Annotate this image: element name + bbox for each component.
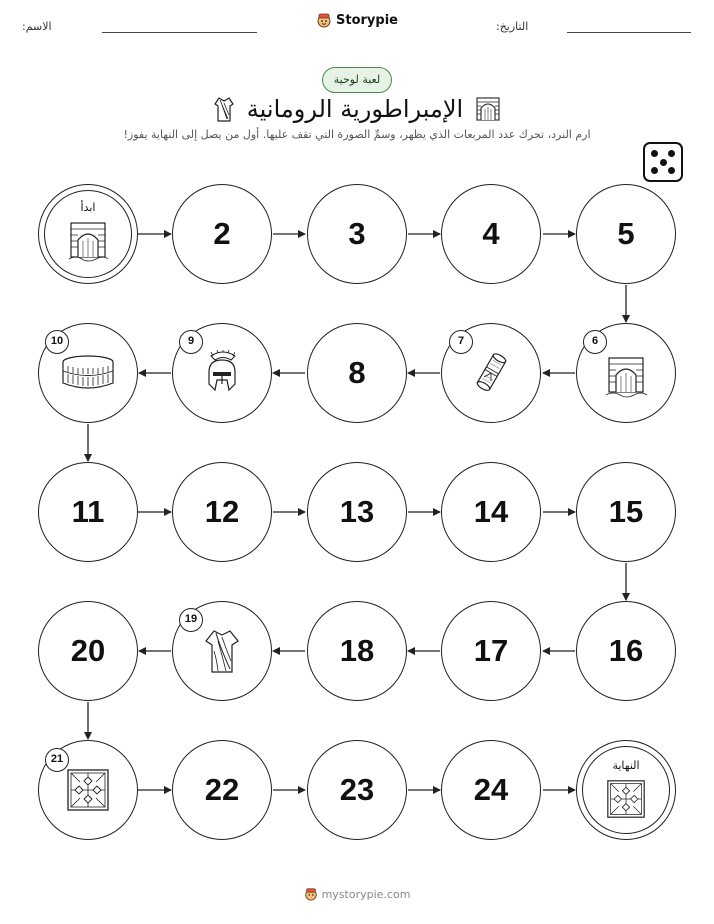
instructions: ارم النرد، تحرك عدد المربعات الذي يظهر، وسمِّ الصورة التي تقف عليها. أول من يصل إلى النهاية يفوز! <box>123 128 591 141</box>
cell-number: 15 <box>608 494 644 529</box>
cell-number-badge: 6 <box>583 330 607 354</box>
cell-number: 17 <box>473 633 509 668</box>
cell-number-badge: 10 <box>45 330 69 354</box>
cell-number: 24 <box>473 772 509 807</box>
game-type-badge: لعبة لوحية <box>322 67 392 93</box>
cell-number: 22 <box>204 772 240 807</box>
board-cell-start <box>38 184 138 284</box>
name-label: الاسم: <box>22 20 52 33</box>
cell-number: 8 <box>348 355 366 390</box>
cell-number: 14 <box>473 494 509 529</box>
cell-number: 2 <box>213 216 231 251</box>
board-cell-3 <box>307 184 407 284</box>
board-cell-16 <box>576 601 676 701</box>
board-cell-15 <box>576 462 676 562</box>
cell-number: 5 <box>617 216 635 251</box>
board-cell-8 <box>307 323 407 423</box>
mosaic-icon <box>606 779 646 819</box>
storypie-mascot-icon <box>304 887 318 901</box>
scroll-icon <box>471 350 511 396</box>
board-cell-2 <box>172 184 272 284</box>
board-cell-14 <box>441 462 541 562</box>
board-cell-18 <box>307 601 407 701</box>
date-label: التاريخ: <box>496 20 529 33</box>
board-cell-11 <box>38 462 138 562</box>
board-cell-22 <box>172 740 272 840</box>
cell-number-badge: 7 <box>449 330 473 354</box>
cell-number: 11 <box>71 494 105 529</box>
footer-link[interactable]: mystorypie.com <box>321 887 411 901</box>
cell-number: 4 <box>482 216 500 251</box>
board-cell-12 <box>172 462 272 562</box>
board-cell-23 <box>307 740 407 840</box>
board-cell-17 <box>441 601 541 701</box>
brand-name: Storypie <box>336 12 398 28</box>
cell-number-badge: 19 <box>179 608 203 632</box>
board-cell-4 <box>441 184 541 284</box>
colosseum-icon <box>60 353 116 393</box>
cell-number: 13 <box>339 494 375 529</box>
footer <box>0 886 714 905</box>
board-cell-24 <box>441 740 541 840</box>
end-label: النهاية <box>612 759 640 772</box>
board-cell-5 <box>576 184 676 284</box>
cell-number: 23 <box>339 772 375 807</box>
mosaic-icon <box>66 768 110 812</box>
page-title: الإمبراطورية الرومانية <box>246 95 464 123</box>
cell-number: 20 <box>70 633 106 668</box>
cell-number-badge: 9 <box>179 330 203 354</box>
cell-number: 16 <box>608 633 644 668</box>
cell-number-badge: 21 <box>45 748 69 772</box>
cell-number: 3 <box>348 216 366 251</box>
aqueduct-icon <box>605 356 647 400</box>
start-label: ابدأ <box>80 201 96 214</box>
board-cell-end <box>576 740 676 840</box>
cell-number: 12 <box>204 494 240 529</box>
toga-icon <box>204 627 240 675</box>
cell-number: 18 <box>339 633 375 668</box>
roman-helmet-icon <box>201 350 243 396</box>
board-cell-20 <box>38 601 138 701</box>
aqueduct-icon <box>68 221 108 263</box>
board-cell-13 <box>307 462 407 562</box>
